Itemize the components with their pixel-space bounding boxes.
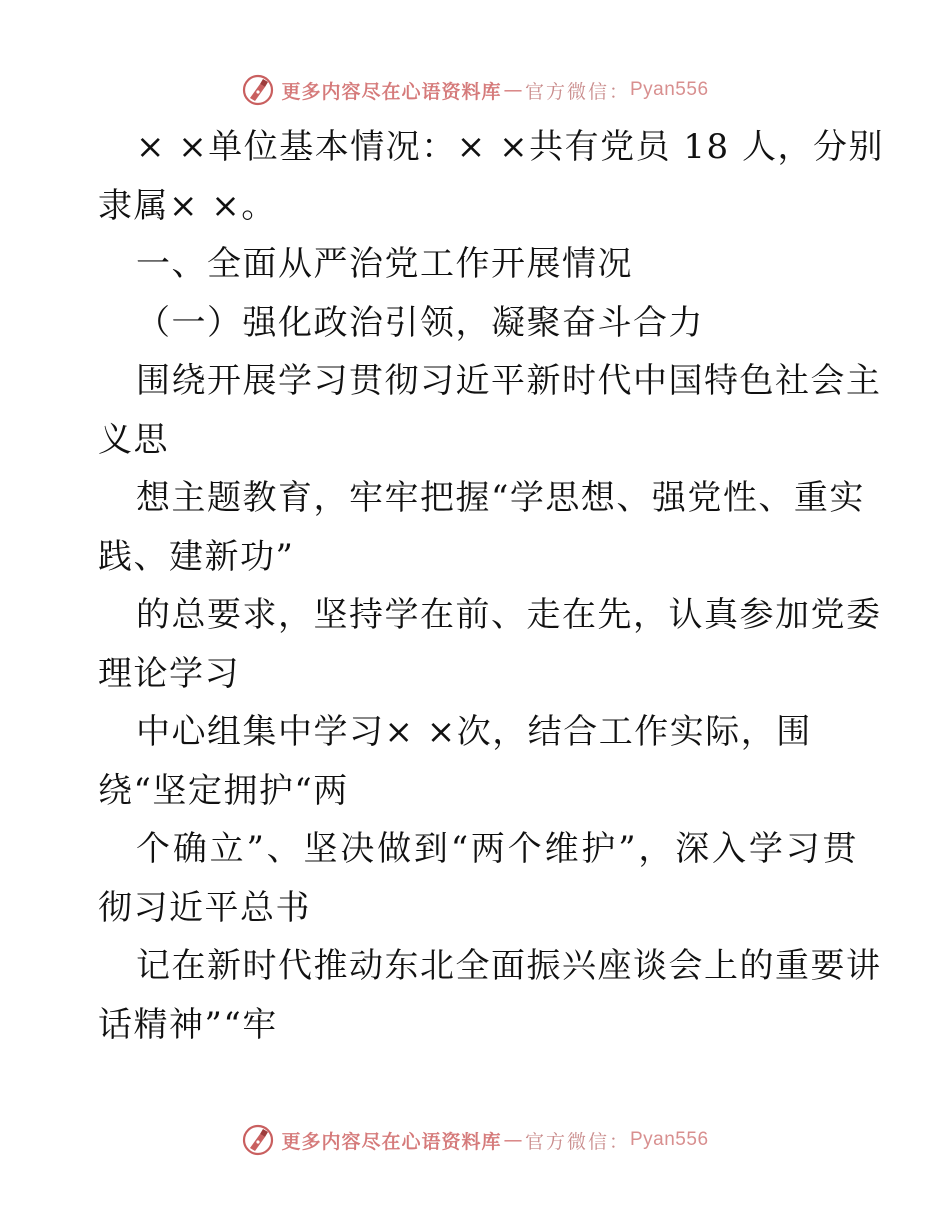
doc-line: 个确立”、坚决做到“两个维护”，深入学习贯	[136, 829, 858, 869]
doc-line: 理论学习	[98, 653, 240, 694]
watermark-footer	[0, 1120, 950, 1160]
watermark-official-label: 官方微信：	[524, 80, 630, 103]
doc-line: 义思	[98, 419, 169, 460]
watermark-separator: —	[503, 79, 523, 101]
watermark-wechat-id: Pyan556	[630, 1129, 709, 1150]
document-body	[98, 118, 884, 1054]
doc-line: 绕“坚定拥护“两	[98, 770, 349, 811]
pen-nib-circle-icon	[241, 1123, 275, 1157]
doc-line: 的总要求，坚持学在前、走在先，认真参加党委	[136, 595, 882, 635]
doc-line: 想主题教育，牢牢把握“学思想、强党性、重实	[136, 478, 865, 518]
doc-line: 隶属× ×。	[98, 185, 277, 226]
doc-line: 围绕开展学习贯彻习近平新时代中国特色社会主	[136, 361, 882, 401]
doc-line: × ×单位基本情况：× ×共有党员 18 人，分别	[136, 127, 884, 167]
watermark-brand: 更多内容尽在心语资料库	[281, 1130, 502, 1153]
pen-nib-circle-icon	[241, 73, 275, 107]
doc-line: 中心组集中学习× ×次，结合工作实际，围	[136, 712, 812, 752]
watermark-brand: 更多内容尽在心语资料库	[281, 80, 502, 103]
doc-line: 彻习近平总书	[98, 887, 311, 928]
doc-line: 记在新时代推动东北全面振兴座谈会上的重要讲	[136, 946, 882, 986]
doc-line: 践、建新功”	[98, 536, 295, 577]
section-heading: 一、全面从严治党工作开展情况	[136, 244, 633, 284]
doc-line: 话精神”“牢	[98, 1004, 278, 1045]
watermark-wechat-id: Pyan556	[630, 79, 709, 100]
subsection-heading: （一）强化政治引领，凝聚奋斗合力	[136, 302, 704, 343]
watermark-official-label: 官方微信：	[524, 1130, 630, 1153]
watermark-separator: —	[503, 1129, 523, 1151]
watermark-header	[0, 70, 950, 110]
